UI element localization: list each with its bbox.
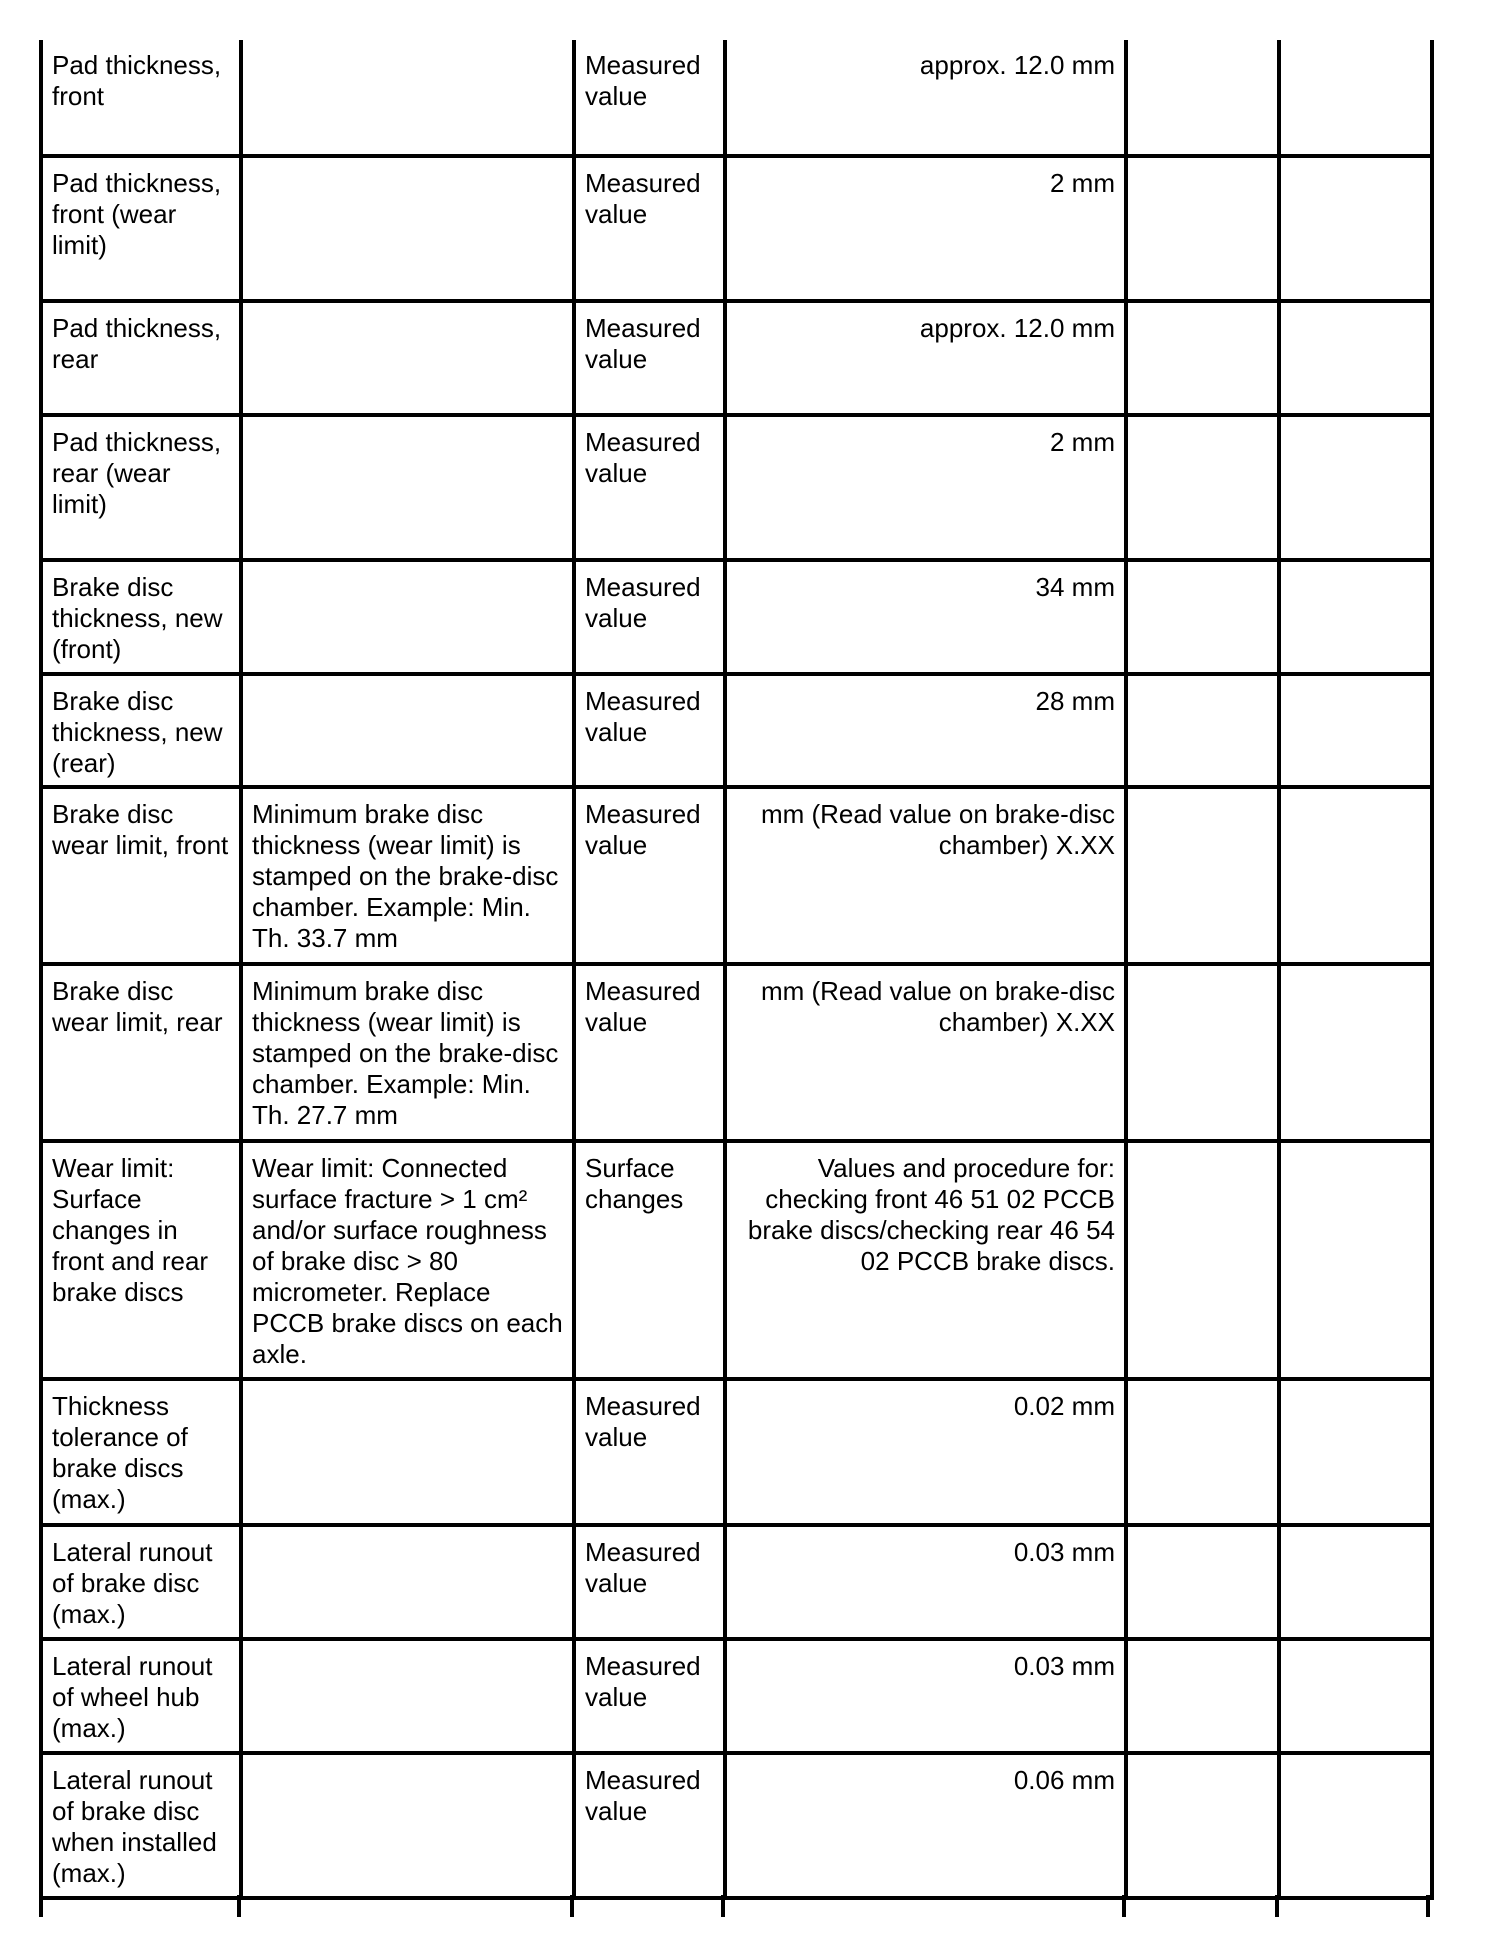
spec-type-cell: Measured value <box>574 560 725 674</box>
table-row <box>41 1525 1432 1639</box>
empty-cell <box>1279 674 1432 787</box>
spec-value-cell: 34 mm <box>725 560 1126 674</box>
spec-type-cell: Surface changes <box>574 1141 725 1379</box>
spec-note-cell: Minimum brake disc thickness (wear limit) is stamped on the brake-disc chamber. Example: Min. Th. 27.7 mm <box>241 964 574 1141</box>
spec-type-cell: Measured value <box>574 40 725 156</box>
column-rule <box>39 1895 43 1917</box>
spec-type-cell: Measured value <box>574 1379 725 1525</box>
empty-cell <box>1126 964 1279 1141</box>
empty-cell <box>1279 964 1432 1141</box>
column-rule <box>570 1895 574 1917</box>
spec-note-cell <box>241 674 574 787</box>
spec-value-cell: 28 mm <box>725 674 1126 787</box>
spec-name-cell: Brake disc thickness, new (rear) <box>41 674 241 787</box>
column-rule <box>1275 1895 1279 1917</box>
spec-note-cell <box>241 1379 574 1525</box>
spec-note-cell: Wear limit: Connected surface fracture > 1 cm² and/or surface roughness of brake disc > 80 micrometer. Replace PCCB brake discs on each axle. <box>241 1141 574 1379</box>
table-row <box>41 1639 1432 1753</box>
table-row <box>41 40 1432 156</box>
spec-name-cell: Pad thickness, front (wear limit) <box>41 156 241 301</box>
spec-value-cell: mm (Read value on brake-disc chamber) X.XX <box>725 787 1126 964</box>
table-row <box>41 1379 1432 1525</box>
empty-cell <box>1279 415 1432 560</box>
empty-cell <box>1126 1639 1279 1753</box>
spec-value-cell: mm (Read value on brake-disc chamber) X.XX <box>725 964 1126 1141</box>
table-row <box>41 1753 1432 1898</box>
column-rule <box>1122 1895 1126 1917</box>
empty-cell <box>1279 40 1432 156</box>
empty-cell <box>1126 787 1279 964</box>
empty-cell <box>1126 560 1279 674</box>
empty-cell <box>1279 1525 1432 1639</box>
spec-type-cell: Measured value <box>574 1639 725 1753</box>
spec-name-cell: Brake disc thickness, new (front) <box>41 560 241 674</box>
empty-cell <box>1279 1141 1432 1379</box>
empty-cell <box>1126 1525 1279 1639</box>
empty-cell <box>1126 1141 1279 1379</box>
table-row <box>41 415 1432 560</box>
spec-value-cell: 0.03 mm <box>725 1525 1126 1639</box>
spec-name-cell: Pad thickness, front <box>41 40 241 156</box>
column-rule <box>721 1895 725 1917</box>
spec-value-cell: 2 mm <box>725 156 1126 301</box>
spec-value-cell: 2 mm <box>725 415 1126 560</box>
empty-cell <box>1126 415 1279 560</box>
spec-type-cell: Measured value <box>574 787 725 964</box>
spec-name-cell: Lateral runout of brake disc (max.) <box>41 1525 241 1639</box>
empty-cell <box>1126 674 1279 787</box>
empty-cell <box>1126 1379 1279 1525</box>
spec-note-cell <box>241 415 574 560</box>
empty-cell <box>1126 156 1279 301</box>
spec-note-cell: Minimum brake disc thickness (wear limit) is stamped on the brake-disc chamber. Example: Min. Th. 33.7 mm <box>241 787 574 964</box>
spec-value-cell: Values and procedure for: checking front 46 51 02 PCCB brake discs/checking rear 46 54 02 PCCB brake discs. <box>725 1141 1126 1379</box>
spec-value-cell: 0.02 mm <box>725 1379 1126 1525</box>
spec-note-cell <box>241 156 574 301</box>
table-row <box>41 560 1432 674</box>
table-row <box>41 674 1432 787</box>
spec-value-cell: 0.03 mm <box>725 1639 1126 1753</box>
spec-type-cell: Measured value <box>574 1525 725 1639</box>
empty-cell <box>1279 1379 1432 1525</box>
table-row <box>41 964 1432 1141</box>
spec-note-cell <box>241 1525 574 1639</box>
spec-type-cell: Measured value <box>574 964 725 1141</box>
table-row <box>41 1141 1432 1379</box>
empty-cell <box>1126 1753 1279 1898</box>
spec-type-cell: Measured value <box>574 415 725 560</box>
spec-value-cell: 0.06 mm <box>725 1753 1126 1898</box>
empty-cell <box>1126 40 1279 156</box>
empty-cell <box>1279 787 1432 964</box>
column-rule <box>237 1895 241 1917</box>
spec-name-cell: Pad thickness, rear (wear limit) <box>41 415 241 560</box>
spec-note-cell <box>241 560 574 674</box>
empty-cell <box>1279 1753 1432 1898</box>
spec-name-cell: Thickness tolerance of brake discs (max.) <box>41 1379 241 1525</box>
empty-cell <box>1279 301 1432 415</box>
spec-name-cell: Lateral runout of brake disc when installed (max.) <box>41 1753 241 1898</box>
empty-cell <box>1126 301 1279 415</box>
spec-type-cell: Measured value <box>574 674 725 787</box>
spec-name-cell: Lateral runout of wheel hub (max.) <box>41 1639 241 1753</box>
table-row <box>41 787 1432 964</box>
brake-spec-table <box>39 40 1434 1900</box>
spec-value-cell: approx. 12.0 mm <box>725 301 1126 415</box>
empty-cell <box>1279 560 1432 674</box>
empty-cell <box>1279 1639 1432 1753</box>
spec-type-cell: Measured value <box>574 156 725 301</box>
table-row <box>41 156 1432 301</box>
spec-value-cell: approx. 12.0 mm <box>725 40 1126 156</box>
empty-cell <box>1279 156 1432 301</box>
spec-note-cell <box>241 40 574 156</box>
spec-note-cell <box>241 1639 574 1753</box>
table-row <box>41 301 1432 415</box>
spec-name-cell: Pad thickness, rear <box>41 301 241 415</box>
spec-name-cell: Brake disc wear limit, front <box>41 787 241 964</box>
spec-name-cell: Brake disc wear limit, rear <box>41 964 241 1141</box>
spec-type-cell: Measured value <box>574 1753 725 1898</box>
spec-type-cell: Measured value <box>574 301 725 415</box>
spec-name-cell: Wear limit: Surface changes in front and rear brake discs <box>41 1141 241 1379</box>
column-rule <box>1426 1895 1430 1917</box>
spec-note-cell <box>241 1753 574 1898</box>
spec-note-cell <box>241 301 574 415</box>
table-continuation <box>39 1895 1430 1917</box>
